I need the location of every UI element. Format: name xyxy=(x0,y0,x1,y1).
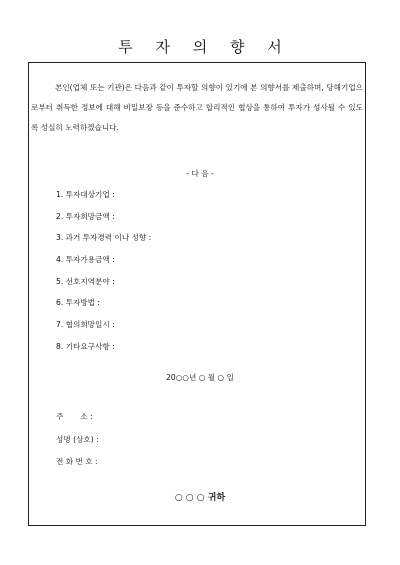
list-item: 4. 투자가용금액 : xyxy=(56,255,115,265)
list-item: 3. 과거 투자경력 이나 성향 : xyxy=(56,233,152,243)
name-label: 성명 (상호) : xyxy=(56,434,99,444)
signer-fields xyxy=(56,406,99,474)
item-list xyxy=(56,184,151,358)
list-item: 7. 협의희망일시 : xyxy=(56,320,115,330)
section-heading: - 다 음 - xyxy=(186,169,214,178)
document-title: 투 자 의 향 서 xyxy=(118,38,291,56)
intro-paragraph: 본인(업체 또는 기관)은 다음과 같이 투자할 의향이 있기에 본 의향서를 제출하며, 당해기업으로부터 취득한 정보에 대해 비밀보장 등을 준수하고 합리적인 협상을 통하여 투자가 성사될 수 있도록 성실히 노력하겠습니다. xyxy=(31,83,363,132)
date-line: 20○○년 ○ 월 ○ 일 xyxy=(166,373,234,382)
list-item: 2. 투자희망금액 : xyxy=(56,211,115,221)
address-label: 주 소 : xyxy=(56,412,93,421)
list-item: 6. 투자방법 : xyxy=(56,298,100,308)
list-item: 1. 투자대상기업 : xyxy=(56,190,115,199)
list-item: 8. 기타요구사항 : xyxy=(56,341,115,351)
list-item: 5. 선호지역분야 : xyxy=(56,276,115,286)
phone-label: 전 화 번 호 : xyxy=(56,457,98,466)
recipient-line: ○ ○ ○ 귀하 xyxy=(174,493,226,503)
